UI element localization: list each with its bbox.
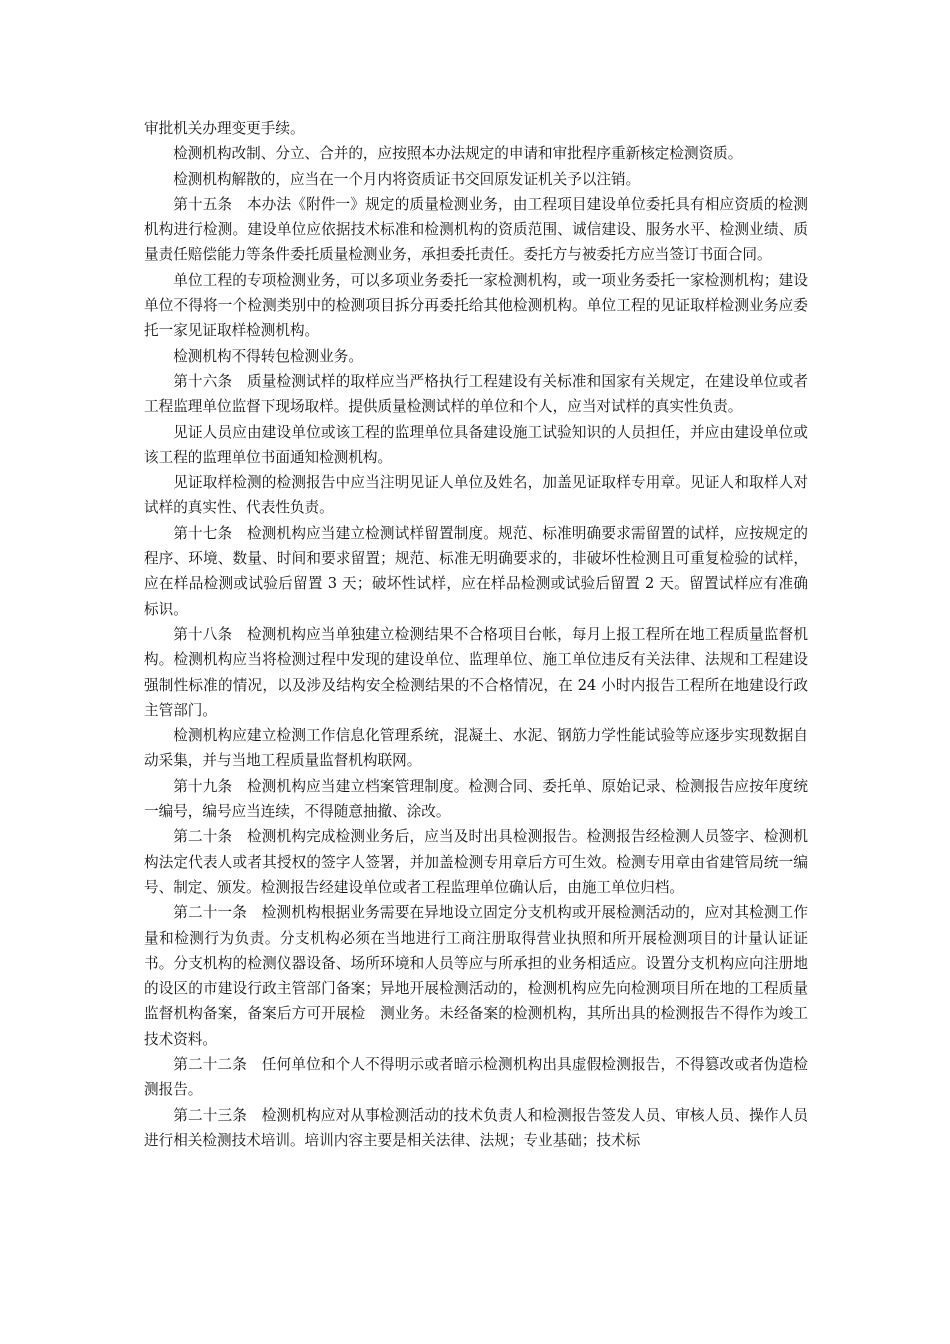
article-20: 第二十条 检测机构完成检测业务后，应当及时出具检测报告。检测报告经检测人员签字、检测机构法定代表人或者其授权的签字人签署，并加盖检测专用章后方可生效。检测专用章由省建管局统一编号、制定、颁发。检测报告经建设单位或者工程监理单位确认后，由施工单位归档。 bbox=[144, 828, 808, 896]
paragraph-2: 检测机构改制、分立、合并的，应按照本办法规定的申请和审批程序重新核定检测资质。 bbox=[173, 145, 743, 163]
paragraph-3: 检测机构解散的，应当在一个月内将资质证书交回原发证机关予以注销。 bbox=[173, 170, 641, 188]
paragraph-9: 见证取样检测的检测报告中应当注明见证人单位及姓名，加盖见证取样专用章。见证人和取样人对试样的真实性、代表性负责。 bbox=[144, 474, 808, 517]
paragraph-5: 单位工程的专项检测业务，可以多项业务委托一家检测机构，或一项业务委托一家检测机构；建设单位不得将一个检测类别中的检测项目拆分再委托给其他检测机构。单位工程的见证取样检测业务应委托一家见证取样检测机构。 bbox=[144, 271, 808, 340]
article-22: 第二十二条 任何单位和个人不得明示或者暗示检测机构出具虚假检测报告，不得篡改或者伪造检测报告。 bbox=[144, 1055, 808, 1099]
paragraph-6: 检测机构不得转包检测业务。 bbox=[173, 347, 363, 365]
paragraph-12: 检测机构应建立检测工作信息化管理系统，混凝土、水泥、钢筋力学性能试验等应逐步实现数据自动采集，并与当地工程质量监督机构联网。 bbox=[144, 727, 808, 770]
article-15: 第十五条 本办法《附件一》规定的质量检测业务，由工程项目建设单位委托具有相应资质的检测机构进行检测。建设单位应依据技术标准和检测机构的资质范围、诚信建设、服务水平、检测业绩、质量责任赔偿能力等条件委托质量检测业务，承担委托责任。委托方与被委托方应当签订书面合同。 bbox=[144, 195, 808, 264]
article-16: 第十六条 质量检测试样的取样应当严格执行工程建设有关标准和国家有关规定，在建设单位或者工程监理单位监督下现场取样。提供质量检测试样的单位和个人，应当对试样的真实性负责。 bbox=[144, 372, 808, 416]
article-19: 第十九条 检测机构应当建立档案管理制度。检测合同、委托单、原始记录、检测报告应按年度统一编号，编号应当连续，不得随意抽撤、涂改。 bbox=[144, 777, 808, 821]
paragraph-8: 见证人员应由建设单位或该工程的监理单位具备建设施工试验知识的人员担任，并应由建设单位或该工程的监理单位书面通知检测机构。 bbox=[144, 423, 808, 466]
document-page bbox=[144, 116, 808, 1153]
article-23: 第二十三条 检测机构应对从事检测活动的技术负责人和检测报告签发人员、审核人员、操作人员进行相关检测技术培训。培训内容主要是相关法律、法规；专业基础；技术标 bbox=[144, 1106, 808, 1149]
article-21: 第二十一条 检测机构根据业务需要在异地设立固定分支机构或开展检测活动的，应对其检测工作量和检测行为负责。分支机构必须在当地进行工商注册取得营业执照和所开展检测项目的计量认证证书。分支机构的检测仪器设备、场所环境和人员等应与所承担的业务相适应。设置分支机构应向注册地的设区的市建设行政主管部门备案；异地开展检测活动的，检测机构应先向检测项目所在地的工程质量监督机构备案，备案后方可开展检 测业务。未经备案的检测机构，其所出具的检测报告不得作为竣工技术资料。 bbox=[144, 904, 808, 1048]
paragraph-1: 审批机关办理变更手续。 bbox=[144, 120, 305, 137]
article-17: 第十七条 检测机构应当建立检测试样留置制度。规范、标准明确要求需留置的试样，应按规定的程序、环境、数量、时间和要求留置；规范、标准无明确要求的，非破坏性检测且可重复检验的试样，应在样品检测或试验后留置 3 天；破坏性试样，应在样品检测或试验后留置 2 天。留置试样应有准确标识。 bbox=[144, 524, 808, 618]
article-18: 第十八条 检测机构应当单独建立检测结果不合格项目台帐，每月上报工程所在地工程质量监督机构。检测机构应当将检测过程中发现的建设单位、监理单位、施工单位违反有关法律、法规和工程建设强制性标准的情况，以及涉及结构安全检测结果的不合格情况，在 24 小时内报告工程所在地建设行政主管部门。 bbox=[144, 625, 808, 719]
